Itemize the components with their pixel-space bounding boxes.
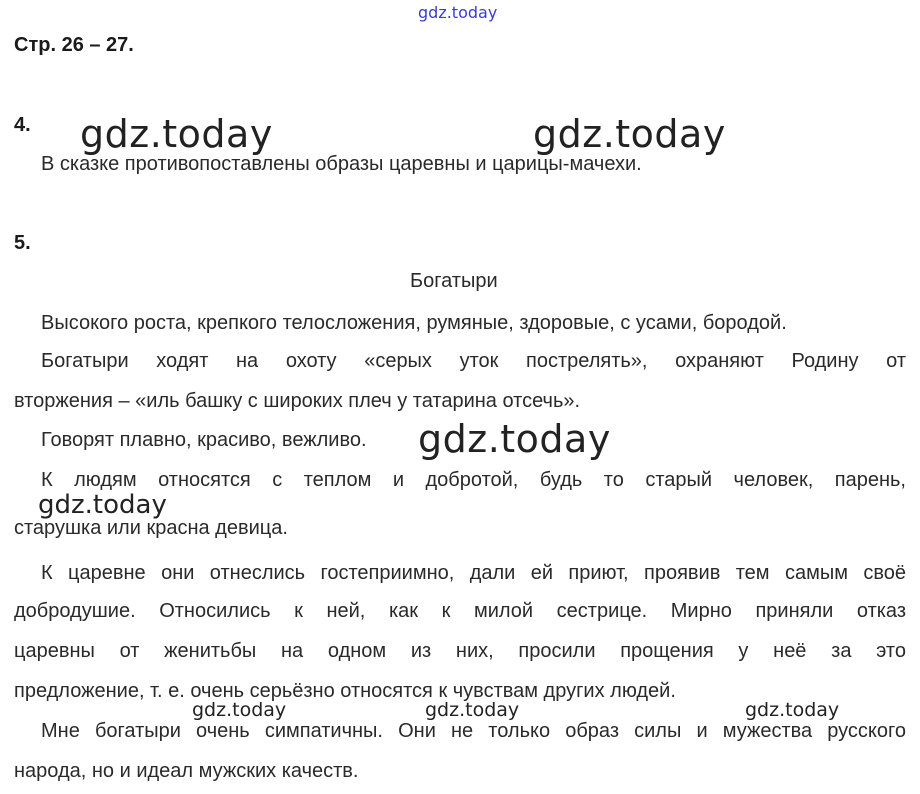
watermark: gdz.today	[38, 490, 167, 520]
section-subtitle: Богатыри	[410, 270, 498, 292]
paragraph-line: народа, но и идеал мужских качеств.	[14, 760, 359, 782]
paragraph-line: Высокого роста, крепкого телосложения, румяные, здоровые, с усами, бородой.	[41, 312, 787, 334]
paragraph-line: К людям относятся с теплом и добротой, будь то старый человек, парень,	[41, 469, 906, 491]
paragraph-line: предложение, т. е. очень серьёзно относятся к чувствам других людей.	[14, 680, 676, 702]
paragraph-line: старушка или красна девица.	[14, 517, 288, 539]
paragraph-line: К царевне они отнеслись гостеприимно, дали ей приют, проявив тем самым своё	[41, 562, 906, 584]
watermark: gdz.today	[418, 417, 611, 461]
page-title: Стр. 26 – 27.	[14, 34, 134, 56]
watermark: gdz.today	[192, 699, 287, 721]
paragraph-line: Богатыри ходят на охоту «серых уток пострелять», охраняют Родину от	[41, 350, 906, 372]
watermark: gdz.today	[80, 112, 273, 156]
paragraph-line: Говорят плавно, красиво, вежливо.	[41, 429, 367, 451]
task-number: 4.	[14, 114, 31, 136]
task-number: 5.	[14, 232, 31, 254]
paragraph-line: вторжения – «иль башку с широких плеч у татарина отсечь».	[14, 390, 581, 412]
watermark: gdz.today	[533, 112, 726, 156]
watermark: gdz.today	[745, 699, 840, 721]
paragraph-line: добродушие. Относились к ней, как к милой сестрице. Мирно приняли отказ	[14, 600, 906, 622]
task-answer-text: В сказке противопоставлены образы царевны и царицы-мачехи.	[41, 153, 642, 175]
paragraph-line: царевны от женитьбы на одном из них, просили прощения у неё за это	[14, 640, 906, 662]
paragraph-line: Мне богатыри очень симпатичны. Они не только образ силы и мужества русского	[41, 720, 906, 742]
watermark: gdz.today	[425, 699, 520, 721]
watermark-top: gdz.today	[418, 3, 498, 22]
